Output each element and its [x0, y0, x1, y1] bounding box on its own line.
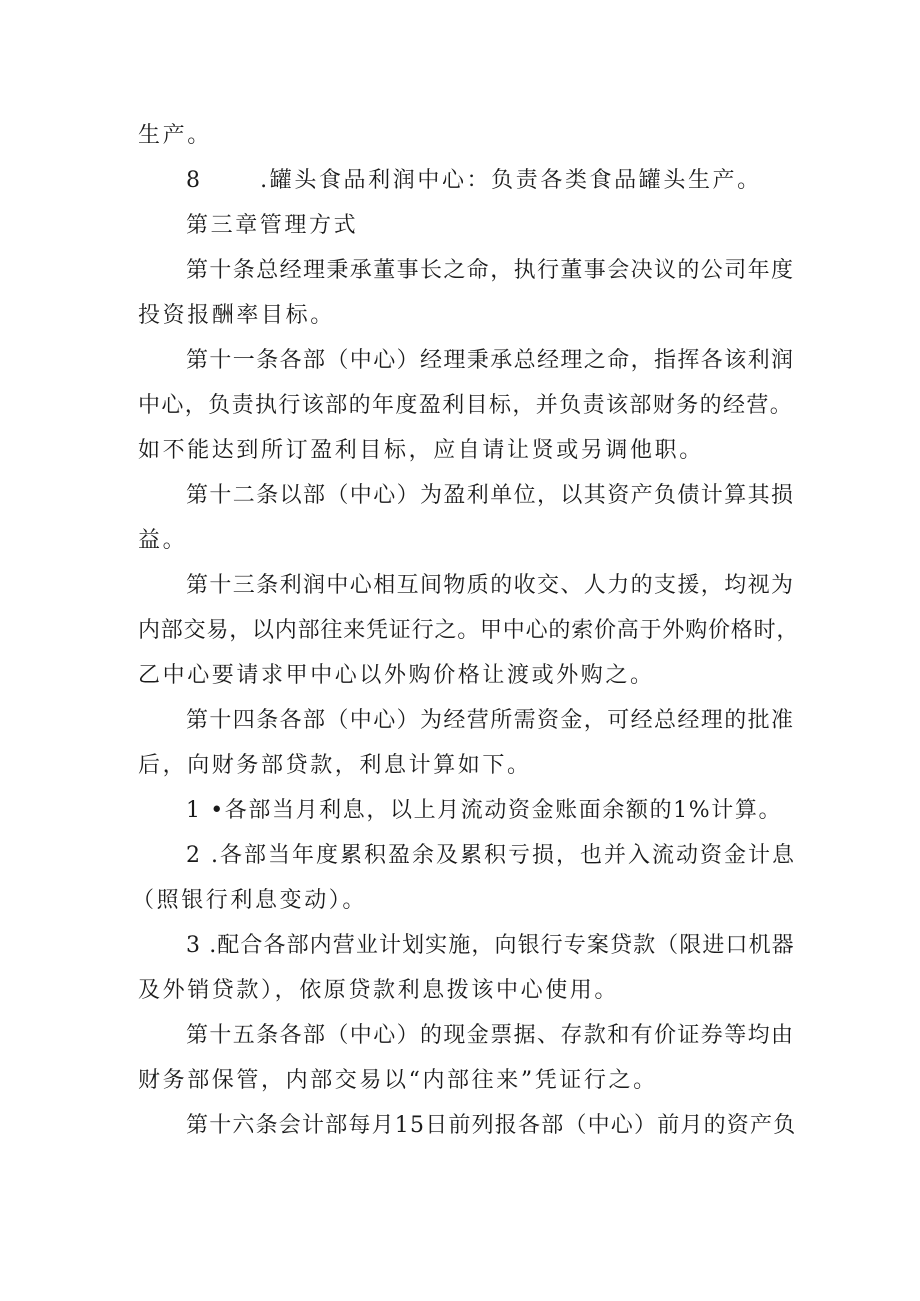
chapter-heading: 第三章管理方式	[186, 213, 359, 238]
text-line: 财务部保管，内部交易以“内部往来”凭证行之。	[138, 1068, 658, 1093]
list-item: 2 .各部当年度累积盈余及累积亏损，也并入流动资金计息	[186, 843, 796, 868]
text-line: 生产。	[138, 123, 212, 148]
text-line: 第十四条各部（中心）为经营所需资金，可经总经理的批准	[186, 708, 795, 733]
text-line: 第十二条以部（中心）为盈利单位，以其资产负债计算其损	[186, 483, 795, 508]
text-line: 后，向财务部贷款，利息计算如下。	[138, 753, 532, 778]
text-line: 乙中心要请求甲中心以外购价格让渡或外购之。	[138, 663, 655, 688]
list-item: 8 .罐头食品利润中心：负责各类食品罐头生产。	[186, 168, 762, 193]
text-line: 第十五条各部（中心）的现金票据、存款和有价证券等均由	[186, 1023, 795, 1048]
text-line: 投资报酬率目标。	[138, 303, 335, 328]
text-line: 第十三条利润中心相互间物质的收交、人力的支援，均视为	[186, 573, 795, 598]
text-line: 中心，负责执行该部的年度盈利目标，并负责该部财务的经营。	[138, 393, 794, 418]
list-item: 1 •各部当月利息，以上月流动资金账面余额的1%计算。	[186, 798, 783, 823]
text-line: 第十六条会计部每月15日前列报各部（中心）前月的资产负	[186, 1113, 797, 1138]
text-line: 及外销贷款），依原贷款利息拨该中心使用。	[138, 978, 620, 1003]
text-line: 第十条总经理秉承董事长之命，执行董事会决议的公司年度	[186, 258, 795, 283]
text-line: （照银行利息变动）。	[132, 888, 368, 913]
text-line: 如不能达到所订盈利目标，应自请让贤或另调他职。	[138, 438, 704, 463]
list-item: 3 .配合各部内营业计划实施，向银行专案贷款（限进口机器	[186, 933, 795, 958]
text-line: 第十一条各部（中心）经理秉承总经理之命，指挥各该利润	[186, 348, 795, 373]
text-line: 内部交易，以内部往来凭证行之。甲中心的索价高于外购价格时，	[138, 618, 800, 643]
text-line: 益。	[138, 528, 188, 553]
